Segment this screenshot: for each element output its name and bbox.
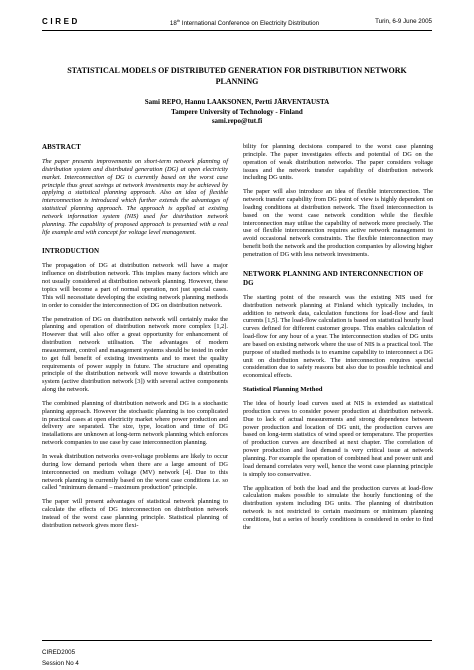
- paragraph: The starting point of the research was the existing NIS used for distribution network planning at Finland which typically includes, in addition to network data, calculation functions for load-flow and fault currents [1,5]. The load-flow calculation is based on statistical hourly load curves defined for different customer groups. This enables calculation of load-flow for any hour of a year. The interconnection studies of DG units are based on existing network where the use of NIS is a practical tool. The purpose of studied methods is to examine capability to interconnect a DG unit on distribution network. The interconnection requires special consideration due to safety reasons but also due to possible technical and economical effects.: [243, 293, 433, 380]
- conference-venue: Turin, 6-9 June 2005: [375, 18, 432, 25]
- paragraph: The paper will present advantages of statistical network planning to calculate the effects of DG interconnection on distribution network instead of the worst case planning principle. Statistical planning of distribution network gives more flexi-: [42, 498, 228, 529]
- cired-logo: CIRED: [42, 17, 80, 26]
- paragraph: The propagation of DG at distribution network will have a major influence on distribution network. This implies many factors which are not usually considered at distribution network planning. However, these topics will become a part of normal operation, not just special cases. This will necessitate developing the existing network planning methods in order to consider the interconnection of DG on distribution network.: [42, 262, 228, 309]
- author-block: [60, 98, 414, 127]
- paragraph: The penetration of DG on distribution network will certainly make the planning and operation of distribution network more complex [1,2]. However that will also offer a great opportunity for enhancement of distribution network utilisation. The advantages of modern measurement, control and management systems should be tested in order to get full benefit of existing investments and to meet the quality requirements of power supply in future. The structure and operating principle of the distribution network will move towards a distribution system (active distribution network [3]) with several active components along the network.: [42, 315, 228, 394]
- subsection-heading: Statistical Planning Method: [243, 386, 323, 394]
- paper-title: STATISTICAL MODELS OF DISTRIBUTED GENERATION FOR DISTRIBUTION NETWORK PLANNING: [67, 66, 407, 86]
- paragraph: The idea of hourly load curves used at NIS is extended as statistical production curves to consider power production at distribution network. Due to lack of actual measurements and strong dependence between power production and location of DG unit, the production curves are based on long-term statistics of wind speed or temperature. The properties of production curves are described at next chapter. The correlation of power production and load demand is very critical issue at network planning. For example the operation of combined heat and power unit and load demand correlates very well, hence the worst case planning principle is simply too conservative.: [243, 400, 433, 478]
- paragraph: bility for planning decisions compared to the worst case planning principle. The paper investigates effects and potential of DG on the operation of weak distribution networks. The paper considers voltage issues and the network transfer capability of distribution network including DG units.: [243, 143, 433, 182]
- footer-session: Session No 4: [42, 660, 79, 667]
- paragraph: The combined planning of distribution network and DG is a stochastic planning approach. However the stochastic planning is too complicated in practical cases at open electricity market where power production and delivery are separated. The size, type, location and time of DG installations are unknown at long-term network planning which enforces network companies to use case by case interconnection planning.: [42, 399, 228, 447]
- running-header: [42, 17, 432, 31]
- left-column: [42, 143, 228, 536]
- section-heading: NETWORK PLANNING AND INTERCONNECTION OF DG: [243, 269, 424, 287]
- conference-name: 18th International Conference on Electricity Distribution: [169, 18, 320, 28]
- author-names: Sami REPO, Hannu LAAKSONEN, Pertti JÄRVENTAUSTA: [144, 98, 330, 106]
- paragraph: In weak distribution networks over-voltage problems are likely to occur during low demand periods when there are a large amount of DG interconnected on medium voltage (MV) network [4]. Due to this network planning is currently based on the worst case conditions i.e. so called "minimum demand – maximum production" principle.: [42, 453, 228, 492]
- footer-conference: CIRED2005: [42, 649, 76, 656]
- paragraph: The paper will also introduce an idea of flexible interconnection. The network transfer capability from DG point of view is highly dependent on loading conditions at distribution network. The fixed interconnection is based on the worst case network condition while the flexible interconnection may utilise the capability of network more precisely. The use of flexible interconnection requires active network management to avoid occasional network constraints. The flexible interconnection may benefit both the network and the production companies by allowing higher penetration of DG with less network investments.: [243, 188, 433, 258]
- right-column: [243, 143, 433, 538]
- introduction-heading: INTRODUCTION: [42, 247, 100, 256]
- abstract-heading: ABSTRACT: [42, 143, 81, 151]
- running-footer: [42, 647, 79, 669]
- header-rule: [42, 30, 432, 31]
- author-affiliation: Tampere University of Technology - Finland: [171, 107, 303, 116]
- footer-rule: [42, 640, 432, 641]
- abstract-text: The paper presents improvements on short-term network planning of distribution system and distributed generation (DG) at open electricity market. Interconnection of DG is currently based on the worst case principle thus great savings at network investments may be achieved by applying a statistical planning approach. Also an idea of flexible interconnection is introduced which further extends the advantages of statistical planning approach. The approach is applied at existing network information system (NIS) used for distribution network planning. The capability of proposed approach is presented with a real life example and with concept for voltage level management.: [42, 158, 228, 236]
- paragraph: The application of both the load and the production curves at load-flow calculation makes possible to simulate the hourly functioning of the distribution system including DG units. The planning of distribution network is not restricted to certain maximum or minimum planning conditions, but a series of hourly conditions is considered in order to find the: [243, 484, 433, 531]
- author-email: sami.repo@tut.fi: [211, 117, 263, 125]
